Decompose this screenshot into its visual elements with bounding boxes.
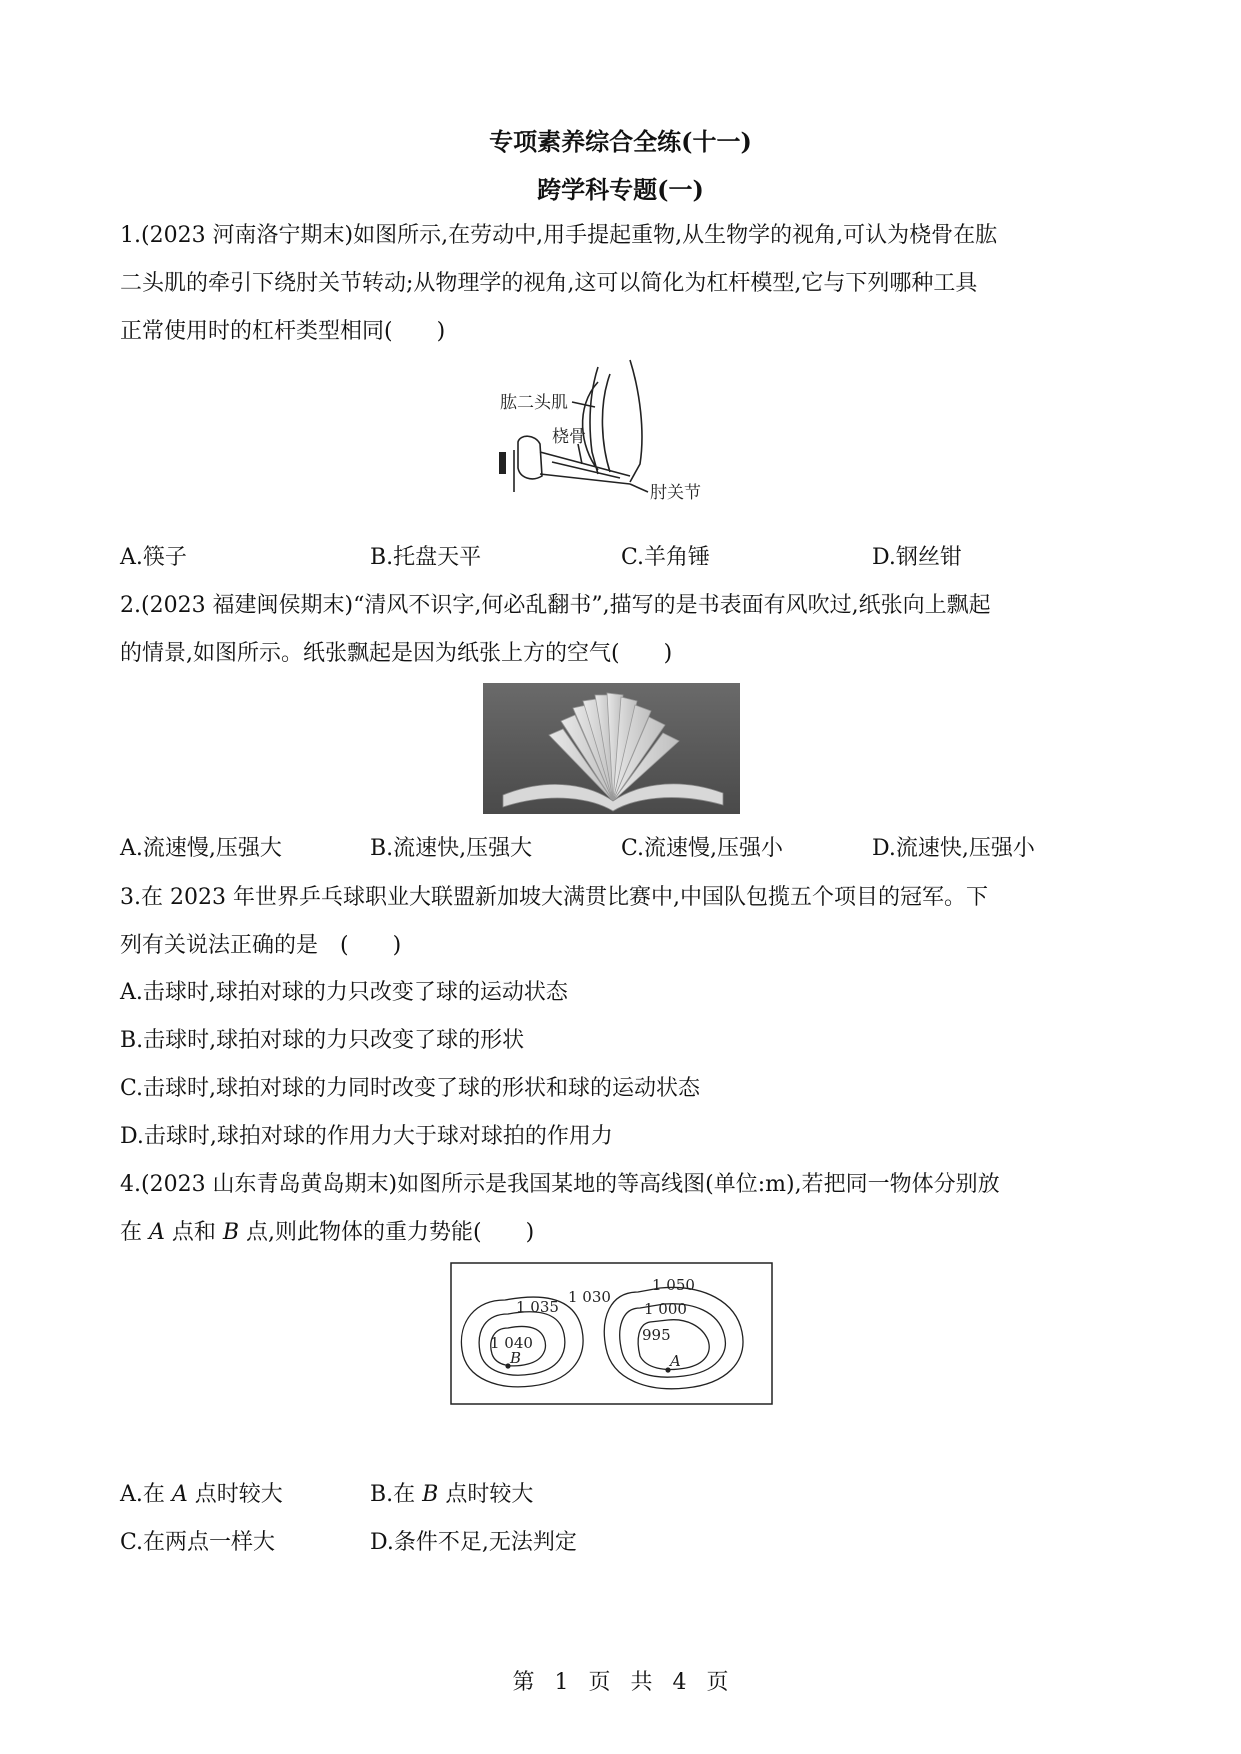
q4-option-d: D.条件不足,无法判定	[370, 1530, 577, 1555]
q1-line-3: 正常使用时的杠杆类型相同( )	[120, 319, 446, 344]
q4-option-a: A.在 A 点时较大	[120, 1482, 283, 1507]
page-footer: 第 1 页 共 4 页	[512, 1670, 729, 1695]
q2-line-1: 2.(2023 福建闽侯期末)“清风不识字,何必乱翻书”,描写的是书表面有风吹过,纸张向上飘起	[120, 593, 991, 618]
label-radius: 桡骨	[552, 427, 586, 447]
q4-line-1: 4.(2023 山东青岛黄岛期末)如图所示是我国某地的等高线图(单位:m),若把同一物体分别放	[120, 1172, 1000, 1197]
contour-label-1035: 1 035	[516, 1298, 559, 1316]
q2-option-c: C.流速慢,压强小	[621, 836, 784, 861]
q1-line-1: 1.(2023 河南洛宁期末)如图所示,在劳动中,用手提起重物,从生物学的视角,可认为桡骨在肱	[120, 223, 998, 248]
q2-option-d: D.流速快,压强小	[872, 836, 1035, 861]
page-title: 专项素养综合全练(十一)	[489, 127, 752, 156]
contour-map	[450, 1262, 773, 1405]
point-a-label: A	[670, 1352, 681, 1370]
q3-line-1: 3.在 2023 年世界乒乓球职业大联盟新加坡大满贯比赛中,中国队包揽五个项目的冠军。下	[120, 885, 988, 910]
current-page-number: 1	[554, 1670, 569, 1695]
q2-line-2: 的情景,如图所示。纸张飘起是因为纸张上方的空气( )	[120, 641, 673, 666]
q1-option-b: B.托盘天平	[370, 545, 482, 570]
contour-label-1030: 1 030	[568, 1288, 611, 1306]
book-pages-photo	[483, 683, 740, 814]
contour-label-1050: 1 050	[652, 1276, 695, 1294]
q1-option-d: D.钢丝钳	[872, 545, 962, 570]
label-elbow: 肘关节	[650, 483, 701, 503]
q4-line-2: 在 A 点和 B 点,则此物体的重力势能( )	[120, 1220, 535, 1245]
q3-option-d: D.击球时,球拍对球的作用力大于球对球拍的作用力	[120, 1124, 613, 1149]
q1-option-a: A.筷子	[120, 545, 187, 570]
q1-line-2: 二头肌的牵引下绕肘关节转动;从物理学的视角,这可以简化为杠杆模型,它与下列哪种工具	[120, 271, 978, 296]
contour-label-995: 995	[642, 1326, 671, 1344]
q3-option-b: B.击球时,球拍对球的力只改变了球的形状	[120, 1028, 525, 1053]
q1-option-c: C.羊角锤	[621, 545, 711, 570]
q3-option-a: A.击球时,球拍对球的力只改变了球的运动状态	[120, 980, 568, 1005]
q3-line-2: 列有关说法正确的是 ( )	[120, 933, 402, 958]
q2-option-b: B.流速快,压强大	[370, 836, 533, 861]
contour-label-1000: 1 000	[644, 1300, 687, 1318]
point-b-label: B	[510, 1349, 522, 1367]
q2-option-a: A.流速慢,压强大	[120, 836, 282, 861]
q3-option-c: C.击球时,球拍对球的力同时改变了球的形状和球的运动状态	[120, 1076, 701, 1101]
q4-option-b: B.在 B 点时较大	[370, 1482, 534, 1507]
label-biceps: 肱二头肌	[500, 393, 568, 413]
total-page-number: 4	[672, 1670, 687, 1695]
q4-option-c: C.在两点一样大	[120, 1530, 276, 1555]
page-subtitle: 跨学科专题(一)	[537, 175, 704, 204]
contour-label-1040: 1 040	[490, 1334, 533, 1352]
arm-lever-figure	[480, 352, 740, 512]
